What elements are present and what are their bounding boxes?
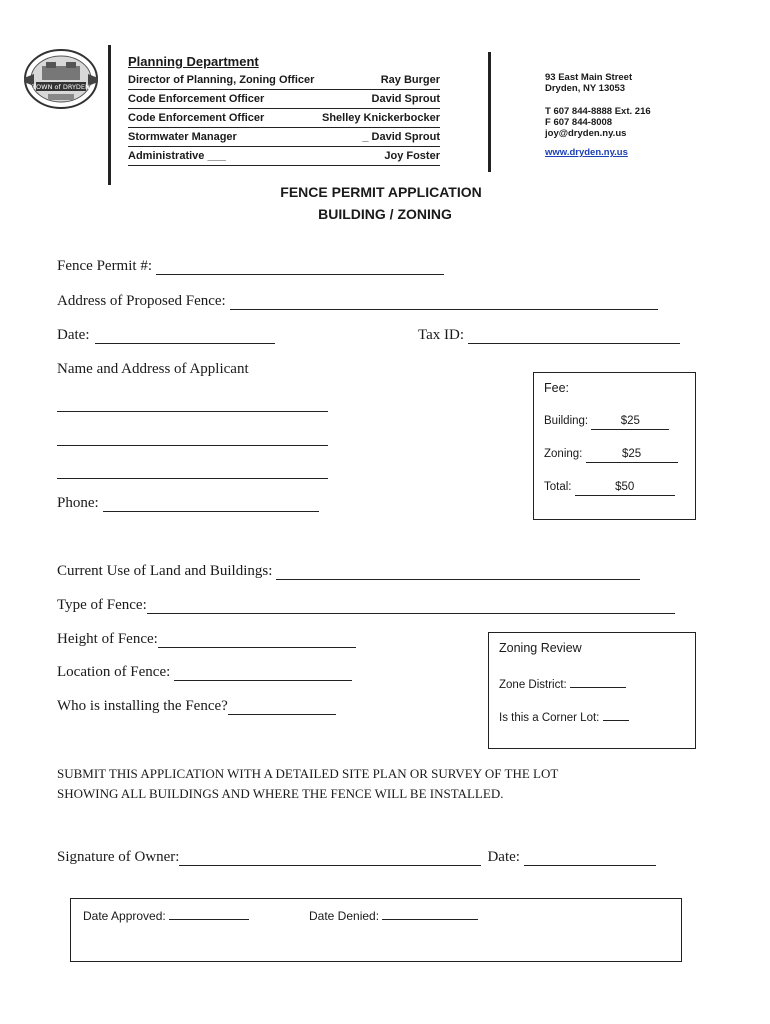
total-fee-label: Total: (544, 481, 572, 493)
zoning-fee-value: $25 (621, 448, 642, 460)
corner-lot (499, 708, 629, 724)
date-approved-label: Date Approved: (83, 909, 166, 923)
applicant-label: Name and Address of Applicant (57, 361, 249, 377)
zone-district-input[interactable] (570, 675, 626, 688)
staff-name: David Sprout (371, 93, 440, 105)
town-seal-logo (22, 48, 100, 110)
permit-number-label: Fence Permit #: (57, 258, 152, 274)
staff-row (128, 73, 440, 90)
submit-instructions-line-1: SUBMIT THIS APPLICATION WITH A DETAILED SITE PLAN OR SURVEY OF THE LOT (57, 766, 559, 781)
staff-role: Administrative ___ (128, 150, 226, 162)
phone-input[interactable] (103, 495, 319, 512)
submit-instructions-line-2: SHOWING ALL BUILDINGS AND WHERE THE FENCE WILL BE INSTALLED. (57, 786, 504, 801)
zoning-review-box (488, 632, 696, 749)
staff-name: _ David Sprout (362, 131, 440, 143)
submit-instructions (57, 764, 697, 804)
date-row (57, 327, 275, 344)
fee-box (533, 372, 696, 520)
staff-name: Shelley Knickerbocker (321, 112, 440, 124)
staff-row (128, 111, 440, 128)
tax-id-row (418, 327, 680, 344)
fee-heading: Fee: (544, 381, 570, 395)
staff-directory (128, 54, 440, 168)
date-denied (309, 907, 478, 923)
signature-date-input[interactable] (524, 849, 656, 866)
zoning-fee (544, 448, 678, 463)
signature-label: Signature of Owner: (57, 849, 180, 865)
fence-height-row (57, 631, 356, 648)
contact-email[interactable]: joy@dryden.ny.us (545, 128, 627, 139)
staff-role: Code Enforcement Officer (128, 93, 265, 105)
phone-label: Phone: (57, 495, 99, 511)
installer-input[interactable] (228, 698, 336, 715)
building-fee (544, 415, 669, 430)
corner-lot-label: Is this a Corner Lot: (499, 712, 600, 724)
zoning-fee-label: Zoning: (544, 448, 583, 460)
fence-type-input[interactable] (147, 597, 675, 614)
phone-row (57, 495, 319, 512)
zoning-review-heading: Zoning Review (499, 641, 582, 655)
form-subtitle: BUILDING / ZONING (318, 206, 452, 222)
fence-location-input[interactable] (174, 664, 352, 681)
date-label: Date: (57, 327, 90, 343)
signature-row (57, 849, 656, 866)
form-title: FENCE PERMIT APPLICATION (280, 184, 482, 200)
contact-info (545, 72, 651, 158)
zone-district (499, 675, 626, 691)
applicant-line-1[interactable] (57, 395, 328, 412)
staff-name: Joy Foster (384, 150, 440, 162)
date-denied-label: Date Denied: (309, 909, 380, 923)
address-input[interactable] (230, 293, 658, 310)
contact-phone: T 607 844-8888 Ext. 216 (545, 106, 651, 117)
current-use-input[interactable] (276, 563, 640, 580)
staff-row (128, 130, 440, 147)
staff-role: Code Enforcement Officer (128, 112, 265, 124)
contact-city: Dryden, NY 13053 (545, 83, 626, 94)
current-use-row (57, 563, 640, 580)
applicant-line-3[interactable] (57, 462, 328, 479)
fence-type-label: Type of Fence: (57, 597, 147, 613)
tax-id-label: Tax ID: (418, 327, 465, 343)
header-divider-left (108, 45, 111, 185)
staff-row (128, 92, 440, 109)
staff-name: Ray Burger (380, 74, 440, 86)
header-divider-right (488, 52, 491, 172)
seal-text: TOWN of DRYDEN (32, 83, 90, 91)
applicant-line-2[interactable] (57, 429, 328, 446)
address-label: Address of Proposed Fence: (57, 293, 226, 309)
signature-input[interactable] (179, 849, 481, 866)
date-approved-input[interactable] (169, 907, 249, 920)
staff-role: Stormwater Manager (128, 131, 237, 143)
fence-location-row (57, 664, 352, 681)
fence-location-label: Location of Fence: (57, 664, 171, 680)
total-fee-value: $50 (615, 481, 635, 493)
contact-fax: F 607 844-8008 (545, 117, 613, 128)
contact-street: 93 East Main Street (545, 72, 633, 83)
department-title: Planning Department (128, 54, 259, 69)
permit-number-row (57, 258, 444, 275)
corner-lot-input[interactable] (603, 708, 629, 721)
date-denied-input[interactable] (382, 907, 478, 920)
signature-date-label: Date: (487, 849, 520, 865)
fence-height-input[interactable] (158, 631, 356, 648)
tax-id-input[interactable] (468, 327, 680, 344)
staff-role: Director of Planning, Zoning Officer (128, 74, 315, 86)
website-link[interactable]: www.dryden.ny.us (545, 147, 628, 158)
current-use-label: Current Use of Land and Buildings: (57, 563, 273, 579)
zone-district-label: Zone District: (499, 679, 567, 691)
staff-row (128, 149, 440, 166)
fence-type-row (57, 597, 675, 614)
approval-box (70, 898, 682, 962)
building-fee-label: Building: (544, 415, 589, 427)
address-row (57, 293, 658, 310)
total-fee (544, 481, 675, 496)
installer-row (57, 698, 336, 715)
building-fee-value: $25 (620, 415, 640, 427)
date-input[interactable] (95, 327, 275, 344)
permit-number-input[interactable] (156, 258, 444, 275)
installer-label: Who is installing the Fence? (57, 698, 228, 714)
fence-height-label: Height of Fence: (57, 631, 158, 647)
date-approved (83, 907, 249, 923)
